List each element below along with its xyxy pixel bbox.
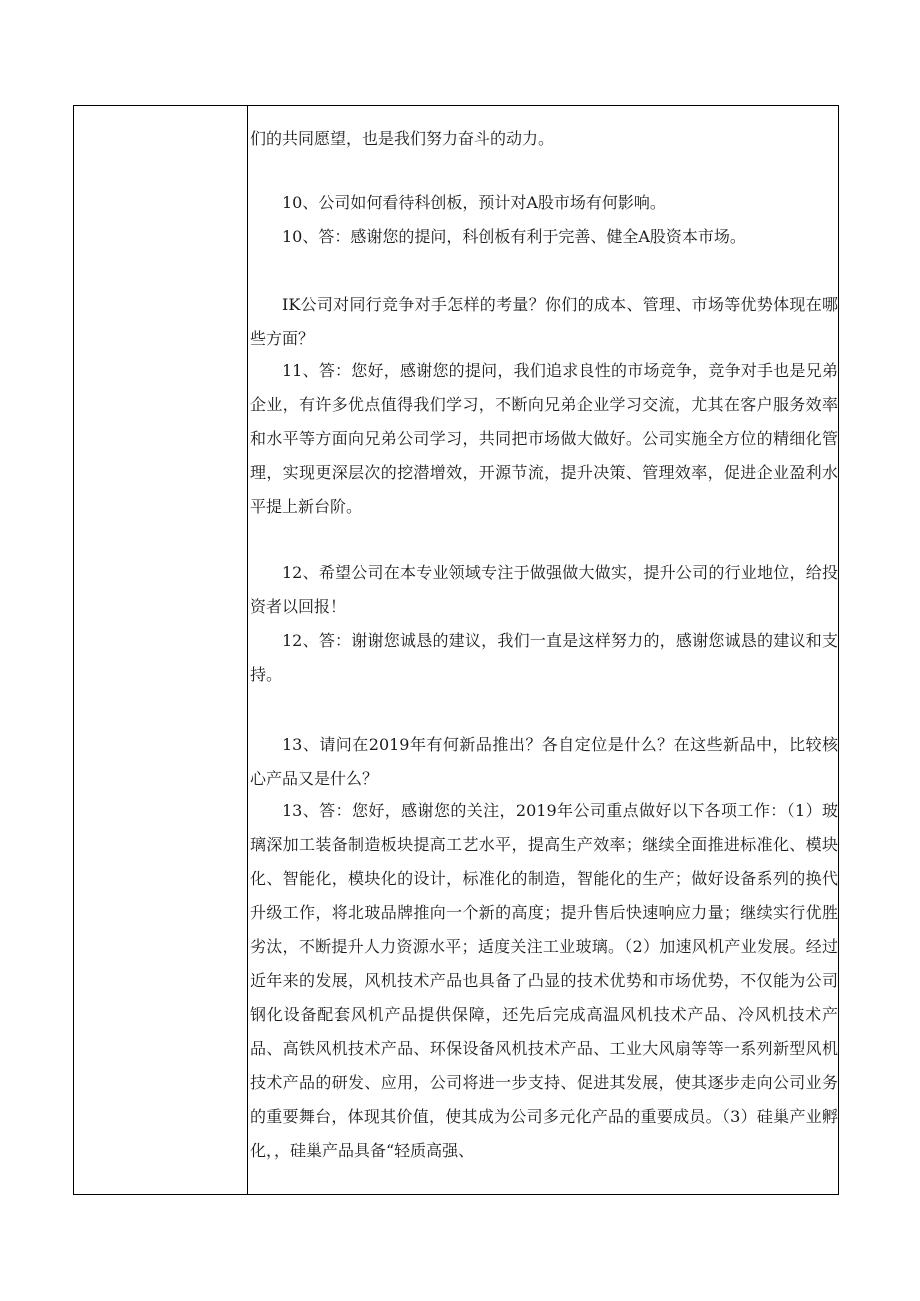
question-13: 13、请问在2019年有何新品推出？各自定位是什么？在这些新品中，比较核心产品又是什么？ — [250, 735, 838, 788]
paragraph-continuation: 们的共同愿望，也是我们努力奋斗的动力。 — [250, 129, 555, 148]
answer-12: 12、答：谢谢您诚恳的建议，我们一直是这样努力的，感谢您诚恳的建议和支持。 — [250, 631, 838, 684]
answer-10: 10、答：感谢您的提问，科创板有利于完善、健全A股资本市场。 — [282, 227, 746, 246]
label-column — [74, 106, 248, 1194]
answer-13: 13、答：您好，感谢您的关注，2019年公司重点做好以下各项工作：（1）玻璃深加工装备制造板块提高工艺水平，提高生产效率；继续全面推进标准化、模块化、智能化，模块化的设计，标准化的制造，智能化的生产；做好设备系列的换代升级工作，将北玻品牌推向一个新的高度；提升售后快速响应力量；继续实行优胜劣汰，不断提升人力资源水平；适度关注工业玻璃。（2）加速风机产业发展。经过近年来的发展，风机技术产品也具备了凸显的技术优势和市场优势，不仅能为公司钢化设备配套风机产品提供保障，还先后完成高温风机技术产品、冷风机技术产品、高铁风机技术产品、环保设备风机技术产品、工业大风扇等等一系列新型风机技术产品的研发、应用，公司将进一步支持、促进其发展，使其逐步走向公司业务的重要舞台，体现其价值，使其成为公司多元化产品的重要成员。（3）硅巢产业孵化，，硅巢产品具备“轻质高强、 — [250, 801, 838, 1160]
question-12: 12、希望公司在本专业领域专注于做强做大做实，提升公司的行业地位，给投资者以回报！ — [250, 563, 838, 616]
answer-11: 11、答：您好，感谢您的提问，我们追求良性的市场竞争，竞争对手也是兄弟企业，有许多优点值得我们学习，不断向兄弟企业学习交流，尤其在客户服务效率和水平等方面向兄弟公司学习，共同把市场做大做好。公司实施全方位的精细化管理，实现更深层次的挖潜增效，开源节流，提升决策、管理效率，促进企业盈利水平提上新台阶。 — [250, 361, 838, 516]
question-11: IK公司对同行竞争对手怎样的考量？你们的成本、管理、市场等优势体现在哪些方面？ — [250, 295, 838, 348]
document-table — [73, 105, 839, 1195]
content-column — [248, 106, 838, 1194]
question-10: 10、公司如何看待科创板，预计对A股市场有何影响。 — [282, 193, 666, 212]
